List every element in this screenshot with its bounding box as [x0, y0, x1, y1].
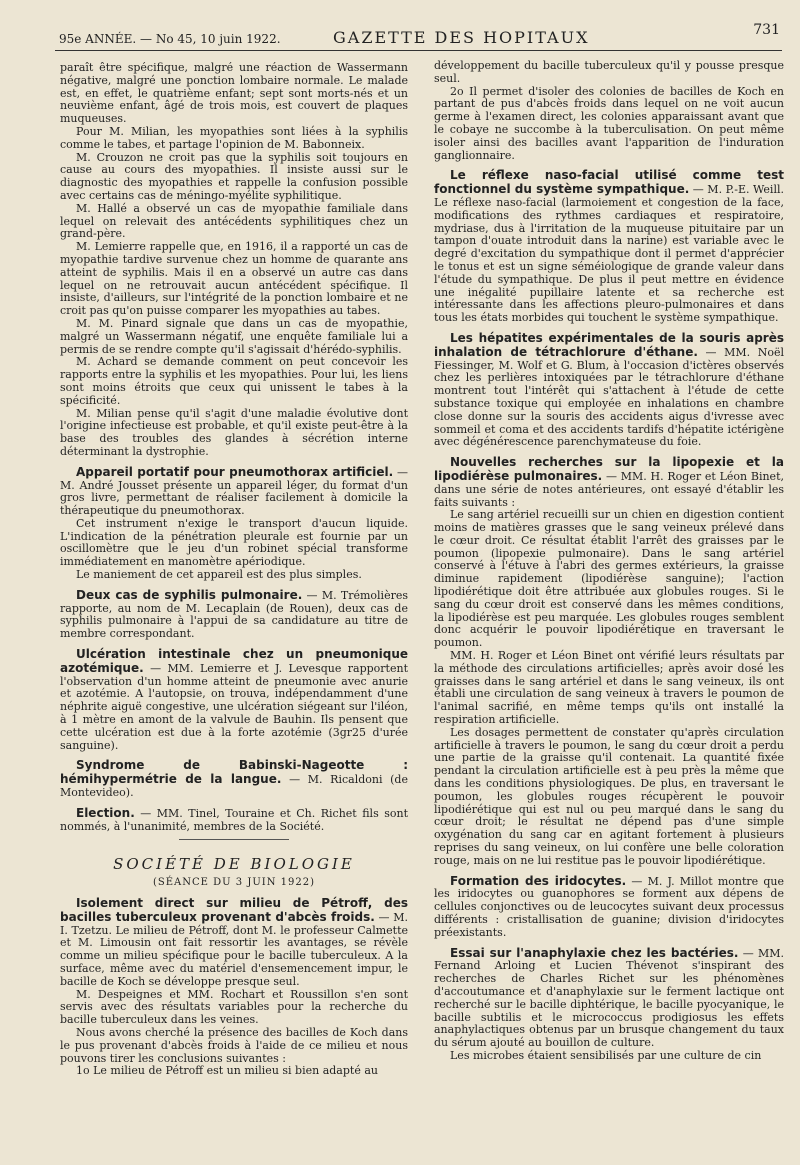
- paragraph: Les dosages permettent de constater qu'après circulation artificielle à travers le poumon, le sang du cœur droit a perdu une partie de la graisse qu'il contenait. La quantité fixée pendant la circulation artificielle est à peu près la même que dans les conditions physiologiques. De plus, en traversant le poumon, les globules rouges récupèrent le pouvoir lipodiérétique qui est nul ou peu marqué dans le sang du cœur droit; le résultat ne dépend pas d'une simple oxygénation du sang car en agitant fortement à plusieurs reprises du sang veineux, on lui confère une belle coloration rouge, mais on ne lui restitue pas le pouvoir lipodiérétique.: [434, 725, 784, 867]
- issue-info: 95e ANNÉE. — No 45, 10 juin 1922.: [59, 32, 281, 46]
- section-heading: Formation des iridocytes.: [450, 873, 627, 888]
- paragraph: Pour M. Milian, les myopathies sont liées à la syphilis comme le tabes, et partage l'opinion de M. Babonneix.: [60, 124, 408, 151]
- section-heading: Appareil portatif pour pneumothorax artificiel.: [76, 464, 394, 479]
- section-paragraph: [60, 648, 408, 752]
- paragraph: MM. H. Roger et Léon Binet ont vérifié leurs résultats par la méthode des circulations artificielles; après avoir dosé les graisses dans le sang artériel et dans le sang veineux, ils ont établi une circulation de sang veineux à travers le poumon de l'animal sacrifié, en même temps qu'ils ont installé la respiration artificielle.: [434, 649, 784, 727]
- paragraph: Le maniement de cet appareil est des plus simples.: [76, 568, 362, 582]
- paragraph: développement du bacille tuberculeux qu'il y pousse presque seul.: [434, 60, 784, 85]
- section-heading: Le réflexe naso-facial utilisé comme test fonctionnel du système sympathique.: [434, 168, 784, 197]
- journal-title: GAZETTE DES HOPITAUX: [333, 28, 590, 47]
- section-heading: Election.: [76, 805, 135, 820]
- section-text: — MM. Noël Fiessinger, M. Wolf et G. Blum, à l'occasion d'ictères observés chez les perlières intoxiquées par le tétrachlorure d'éthane montrent tout l'intérêt qui s'attachent à l'étude de cette substance toxique qui employée en inhalations en chambre close donne sur la souris des accidents aigus d'ivresse avec sommeil et coma et des accidents tardifs d'hépatite ictérigène avec dégénérescence parenchymateuse du foie.: [434, 345, 784, 449]
- page-number: 731: [753, 22, 780, 38]
- section-text: — M. Trémolières rapporte, au nom de M. Lecaplain (de Rouen), deux cas de syphilis pulmonaire à l'appui de sa candidature au titre de membre correspondant.: [60, 588, 408, 641]
- section-text: — M. P.-E. Weill. Le réflexe naso-facial (larmoiement et congestion de la face, modifications des rythmes cardiaques et respiratoire, mydriase, dus à l'irritation de la muqueuse pituitaire par un tampon d'ouate introduit dans la narine) est variable avec le degré d'excitation du sympathique dont il permet d'apprécier le tonus et est un signe séméiologique de grande valeur dans l'étude du sympathique. De plus il peut mettre en évidence une inégalité pupillaire latente et sa recherche est intéressante dans les affections pleuro-pulmonaires et dans tous les états morbides qui touchent le système sympathique.: [434, 183, 784, 325]
- section-paragraph: [434, 875, 784, 940]
- paragraph: Les microbes étaient sensibilisés par une culture de cin: [450, 1048, 762, 1062]
- section-text: — M. J. Millot montre que les iridocytes ou guanophores se forment aux dépens de cellules conjonctives ou de leucocytes suivant deux processus différents : cristallisation de guanine; division d'iridocytes préexistants.: [434, 874, 784, 939]
- section-paragraph: [60, 589, 408, 641]
- section-text: — M. André Jousset présente un appareil léger, du format d'un gros livre, permettant de réaliser facilement à domicile la thérapeutique du pneumothorax.: [60, 465, 408, 518]
- section-heading: Nouvelles recherches sur la lipopexie et la lipodiérèse pulmonaires.: [434, 455, 784, 483]
- section-heading: Ulcération intestinale chez un pneumonique azotémique.: [60, 647, 408, 675]
- right-column: [434, 60, 784, 1145]
- section-paragraph: [60, 807, 408, 834]
- paragraph: M. Achard se demande comment on peut concevoir les rapports entre la syphilis et les myopathies. Pour lui, les liens sont moins étroits que ceux qui unissent le tabes à la spécificité.: [60, 355, 408, 407]
- society-title: SOCIÉTÉ DE BIOLOGIE: [113, 855, 355, 874]
- left-column: [60, 62, 408, 1142]
- section-text: — M. Ricaldoni (de Montevideo).: [60, 773, 408, 800]
- section-paragraph: [434, 456, 784, 509]
- paragraph: M. Hallé a observé un cas de myopathie familiale dans lequel on relevait des antécédents syphilitiques chez un grand-père.: [60, 201, 408, 241]
- paragraph: Le sang artériel recueilli sur un chien en digestion contient moins de matières grasses que le sang veineux prélevé dans le cœur droit. Ce résultat établit l'arrêt des graisses par le poumon (lipopexie pulmonaire). Dans le sang artériel conservé à l'étuve à l'abri des germes extérieurs, la graisse diminue rapidement (lipodiérèse sanguine); l'action lipodiérétique doit être attribuée aux globules rouges. Si le sang du cœur droit est conservé dans les mêmes conditions, la lipodiérèse est peu marquée. Les globules rouges semblent donc acquérir le pouvoir lipodiérétique en traversant le poumon.: [434, 508, 784, 650]
- section-text: — MM. Tinel, Touraine et Ch. Richet fils sont nommés, à l'unanimité, membres de la Société.: [60, 806, 408, 833]
- section-paragraph: [434, 332, 784, 449]
- session-date: (SÉANCE DU 3 JUIN 1922): [153, 877, 315, 889]
- paragraph: M. Despeignes et MM. Rochart et Roussillon s'en sont servis avec des résultats variables pour la recherche du bacille tuberculeux dans les veines.: [60, 987, 408, 1027]
- section-paragraph: [434, 947, 784, 1050]
- section-heading: Deux cas de syphilis pulmonaire.: [76, 587, 303, 602]
- paragraph: Nous avons cherché la présence des bacilles de Koch dans le pus provenant d'abcès froids à l'aide de ce milieu et nous pouvons tirer les conclusions suivantes :: [60, 1025, 408, 1065]
- section-paragraph: [434, 169, 784, 325]
- section-text: — M. I. Tzetzu. Le milieu de Pétroff, dont M. le professeur Calmette et M. Limousin ont fait ressortir les avantages, se révèle comme un milieu spécifique pour le bacille tuberculeux. A la surface, même avec du matériel d'ensemencement impur, le bacille de Koch se développe presque seul.: [60, 910, 408, 988]
- paragraph: 1o Le milieu de Pétroff est un milieu si bien adapté au: [76, 1064, 378, 1078]
- section-heading: Syndrome de Babinski-Nageotte : hémihypermétrie de la langue.: [60, 758, 408, 787]
- paragraph: Cet instrument n'exige le transport d'aucun liquide. L'indication de la pénétration pleurale est fournie par un oscillomètre que le jeu d'un robinet spécial transforme immédiatement en manomètre apériodique.: [60, 516, 408, 569]
- paragraph: M. Crouzon ne croit pas que la syphilis soit toujours en cause au cours des myopathies. Il insiste aussi sur le diagnostic des myopathies et rappelle la confusion possible avec certains cas de méningo-myélite syphilitique.: [60, 150, 408, 202]
- section-heading: Isolement direct sur milieu de Pétroff, des bacilles tuberculeux provenant d'abcès froids.: [60, 896, 408, 924]
- section-paragraph: [60, 759, 408, 799]
- section-paragraph: [60, 466, 408, 518]
- section-paragraph: [60, 897, 408, 989]
- section-text: — MM. H. Roger et Léon Binet, dans une série de notes antérieures, ont essayé d'établir les faits suivants :: [434, 469, 784, 509]
- section-heading: Les hépatites expérimentales de la souris après inhalation de tétrachlorure d'éthane.: [434, 330, 784, 359]
- section-heading: Essai sur l'anaphylaxie chez les bactéries.: [450, 945, 739, 960]
- paragraph: M. Milian pense qu'il s'agit d'une maladie évolutive dont l'origine infectieuse est probable, et qu'il existe peut-être à la base des troubles des glandes à sécrétion interne déterminant la dystrophie.: [60, 406, 408, 458]
- paragraph: paraît être spécifique, malgré une réaction de Wassermann négative, malgré une ponction lombaire normale. Le malade est, en effet, le quatrième enfant; sept sont morts-nés et un neuvième enfant, âgé de trois mois, est couvert de plaques muqueuses.: [60, 62, 408, 126]
- paragraph: 2o Il permet d'isoler des colonies de bacilles de Koch en partant de pus d'abcès froids dans lequel on ne voit aucun germe à l'examen direct, les colonies apparaissant avant que le cobaye ne succombe à la tuberculisation. On peut même isoler ainsi des bacilles avant l'apparition de l'induration ganglionnaire.: [434, 84, 784, 162]
- page-header: [55, 22, 782, 51]
- paragraph: M. Lemierre rappelle que, en 1916, il a rapporté un cas de myopathie tardive survenue chez un homme de quarante ans atteint de syphilis. Mais il en a observé un autre cas dans lequel on ne retrouvait aucun antécédent spécifique. Il insiste, d'ailleurs, sur l'intégrité de la ponction lombaire et ne croit pas qu'on puisse comparer les myopathies au tabes.: [60, 240, 408, 318]
- paragraph: M. M. Pinard signale que dans un cas de myopathie, malgré un Wassermann négatif, une enquête familiale lui a permis de se rendre compte qu'il s'agissait d'hérédo-syphilis.: [60, 316, 408, 356]
- section-text: — MM. Lemierre et J. Levesque rapportent l'observation d'un homme atteint de pneumonie avec anurie et azotémie. A l'autopsie, on trouva, indépendamment d'une néphrite aiguë congestive, une ulcération siégeant sur l'iléon, à 1 mètre en amont de la valvule de Bauhin. Ils pensent que cette ulcération est due à la forte azotémie (3gr25 d'urée sanguine).: [60, 661, 408, 752]
- divider: [179, 839, 289, 840]
- section-text: — MM. Fernand Arloing et Lucien Thévenot s'inspirant des recherches de Charles Richet sur les phénomènes d'accoutumance et d'anaphylaxie sur le ferment lactique ont recherché sur le bacille diphtérique, le bacille pyocyanique, le bacille subtilis et le micrococcus prodigiosus les effets anaphylactiques obtenus par un brusque changement du taux du sérum ajouté au bouillon de culture.: [434, 946, 784, 1050]
